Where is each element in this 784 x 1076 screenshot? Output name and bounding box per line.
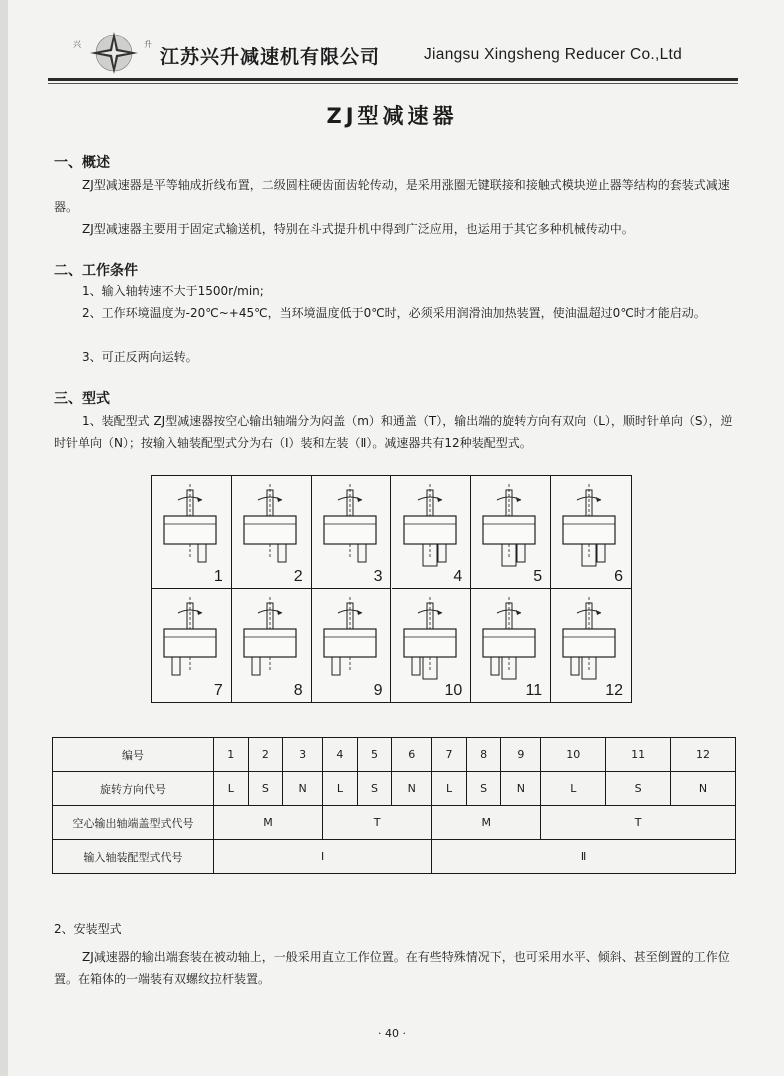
- row-header: 输入轴装配型式代号: [53, 840, 214, 874]
- assembly-type-number: 1: [213, 568, 223, 585]
- assembly-type-number: 9: [373, 682, 383, 699]
- section-heading-overview: 一、概述: [54, 155, 110, 171]
- table-cell: 7: [432, 738, 467, 772]
- table-cell: 9: [501, 738, 541, 772]
- table-cell: N: [392, 772, 432, 806]
- table-cell: 8: [466, 738, 501, 772]
- page-header: [48, 28, 738, 80]
- table-cell: Ⅱ: [432, 840, 736, 874]
- overview-paragraph-2: ZJ型减速器主要用于固定式输送机，特别在斗式提升机中得到广泛应用，也运用于其它多种机械传动中。: [82, 222, 634, 236]
- assembly-type-number: 8: [293, 682, 303, 699]
- table-cell: S: [248, 772, 283, 806]
- condition-item-1: 1、输入轴转速不大于1500r/min;: [82, 284, 264, 298]
- assembly-type-cell: [392, 589, 472, 702]
- assembly-type-number: 3: [373, 568, 383, 585]
- company-name-en: Jiangsu Xingsheng Reducer Co.,Ltd: [424, 46, 683, 63]
- table-cell: S: [357, 772, 392, 806]
- section-heading-installation: 2、安装型式: [54, 922, 122, 936]
- table-cell: N: [671, 772, 736, 806]
- row-header: 编号: [53, 738, 214, 772]
- table-cell: 4: [323, 738, 358, 772]
- header-rule: [48, 78, 738, 81]
- table-cell: 10: [541, 738, 606, 772]
- condition-item-2: 2、工作环境温度为-20℃~+45℃，当环境温度低于0℃时，必须采用润滑油加热装置，使油温超过0℃时才能启动。: [82, 306, 706, 320]
- table-cell: 1: [214, 738, 249, 772]
- table-cell: T: [541, 806, 736, 840]
- section-heading-types: 三、型式: [54, 391, 110, 407]
- company-name-cn: 江苏兴升减速机有限公司: [160, 46, 381, 68]
- table-cell: 5: [357, 738, 392, 772]
- page-title: ZJ型减速器: [326, 104, 458, 128]
- table-cell: 11: [606, 738, 671, 772]
- assembly-type-cell: [551, 589, 631, 702]
- assembly-type-cell: [312, 589, 392, 702]
- row-header: 旋转方向代号: [53, 772, 214, 806]
- installation-paragraph: ZJ减速器的输出端套装在被动轴上，一般采用直立工作位置。在有些特殊情况下，也可采用水平、倾斜、甚至倒置的工作位置。在箱体的一端装有双螺纹拉杆装置。: [54, 950, 730, 986]
- assembly-type-cell: [551, 476, 631, 589]
- assembly-type-cell: [232, 589, 312, 702]
- table-row: [53, 840, 736, 874]
- assembly-type-cell: [312, 476, 392, 589]
- binding-edge: [0, 0, 8, 1076]
- logo-char-right: 升: [144, 40, 152, 49]
- assembly-type-cell: [152, 476, 232, 589]
- table-cell: Ⅰ: [214, 840, 432, 874]
- table-row: [53, 738, 736, 772]
- table-cell: L: [432, 772, 467, 806]
- logo-char-left: 兴: [73, 40, 81, 49]
- header-rule-thin: [48, 83, 738, 84]
- assembly-type-cell: [152, 589, 232, 702]
- table-cell: 12: [671, 738, 736, 772]
- table-row: [53, 806, 736, 840]
- table-cell: 2: [248, 738, 283, 772]
- assembly-type-number: 12: [605, 682, 623, 699]
- row-header: 空心输出轴端盖型式代号: [53, 806, 214, 840]
- table-cell: 6: [392, 738, 432, 772]
- table-cell: S: [606, 772, 671, 806]
- assembly-type-number: 11: [525, 682, 543, 699]
- types-paragraph-1: 1、装配型式 ZJ型减速器按空心输出轴端分为闷盖（m）和通盖（T），输出端的旋转方向有双向（L），顺时针单向（S），逆时针单向（N）；按输入轴装配型式分为右（Ⅰ）装和左装（Ⅱ）。减速器共有12种装配型式。: [54, 414, 733, 450]
- assembly-type-cell: [471, 589, 551, 702]
- table-cell: N: [283, 772, 323, 806]
- assembly-type-number: 10: [444, 682, 463, 699]
- section-heading-conditions: 二、工作条件: [54, 263, 138, 279]
- table-cell: M: [432, 806, 541, 840]
- condition-item-3: 3、可正反两向运转。: [82, 350, 198, 364]
- assembly-types-diagram: [151, 475, 632, 703]
- assembly-type-number: 5: [533, 568, 543, 585]
- table-cell: L: [214, 772, 249, 806]
- table-cell: T: [323, 806, 432, 840]
- overview-paragraph-1: ZJ型减速器是平等轴成折线布置，二级圆柱硬齿面齿轮传动，是采用涨圈无键联接和接触式模块逆止器等结构的套装式减速器。: [54, 178, 730, 214]
- assembly-type-number: 2: [293, 568, 303, 585]
- table-cell: 3: [283, 738, 323, 772]
- assembly-spec-table: [52, 737, 736, 874]
- table-row: [53, 772, 736, 806]
- assembly-type-number: 7: [213, 682, 223, 699]
- assembly-type-number: 4: [453, 568, 463, 585]
- table-cell: N: [501, 772, 541, 806]
- table-cell: L: [323, 772, 358, 806]
- company-logo: [68, 30, 154, 76]
- assembly-type-number: 6: [614, 568, 623, 585]
- table-cell: M: [214, 806, 323, 840]
- page-number: · 40 ·: [378, 1027, 406, 1040]
- table-cell: S: [466, 772, 501, 806]
- assembly-type-cell: [232, 476, 312, 589]
- table-cell: L: [541, 772, 606, 806]
- assembly-type-cell: [392, 476, 472, 589]
- assembly-type-cell: [471, 476, 551, 589]
